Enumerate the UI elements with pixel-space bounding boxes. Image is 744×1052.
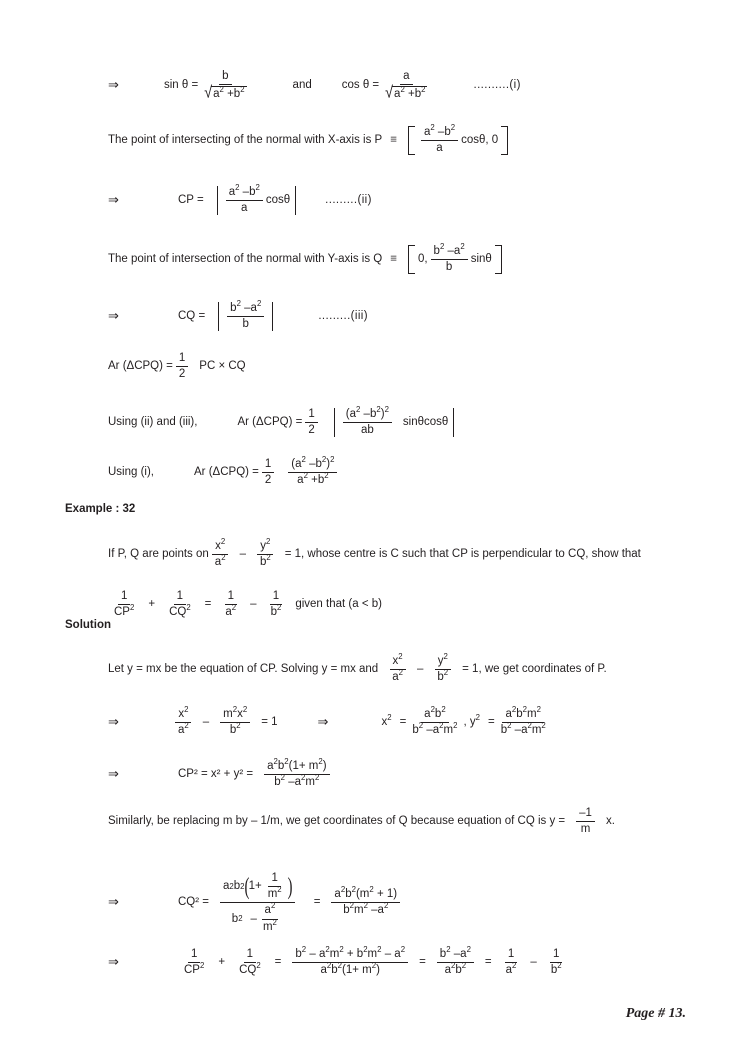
p-tail: cosθ, 0 <box>461 134 499 147</box>
cos-label: cos θ = <box>341 79 380 92</box>
fraction-one-m2 <box>265 872 285 901</box>
fraction-p <box>421 123 458 155</box>
fraction-1-cp2 <box>181 948 207 977</box>
plus-symbol: + <box>218 956 226 969</box>
numerator: $m^2x^2$ <box>220 708 250 723</box>
fraction-y2-b2 <box>257 537 274 569</box>
bracket-right <box>501 126 508 155</box>
x-squared-label: $x^2$ <box>381 713 392 729</box>
numerator: $a^2b^2(m^2 + 1)$ <box>331 888 400 903</box>
solution-tail: = 1, we get coordinates of P. <box>462 663 607 676</box>
abs-bar-right <box>272 302 273 331</box>
implies-symbol: ⇒ <box>108 894 119 910</box>
numerator: $x^2$ <box>390 655 406 670</box>
solution-heading: Solution <box>65 619 111 631</box>
fraction-y2-b2 <box>434 652 451 684</box>
numerator: 1 <box>244 948 256 963</box>
text-line-point-q <box>108 242 505 274</box>
identity-to-prove-line <box>108 590 382 619</box>
denominator: 2 <box>308 424 315 437</box>
solution-first-line <box>108 652 607 684</box>
equation-line-cp <box>108 183 372 215</box>
bracket-group-q <box>405 242 505 274</box>
minus-symbol: – <box>239 548 246 561</box>
equation-line-cq <box>108 299 368 331</box>
denominator: $a^2$ <box>505 961 517 977</box>
numerator: $a^2b^2m^2$ <box>502 708 543 723</box>
numerator: $a^2b^2$ <box>421 708 449 723</box>
numerator: $b^2$ $-a^2$ <box>227 302 264 317</box>
using-i-label: Using (i), <box>108 466 155 479</box>
denominator: $b^2$ $-a^2m^2$ <box>274 773 320 789</box>
fraction-x2-value <box>409 705 460 737</box>
solution-lead: Let y = mx be the equation of CP. Solving y = mx and <box>108 663 379 676</box>
fraction-cq <box>227 299 264 331</box>
abs-bar-right <box>295 186 296 215</box>
denominator: $b^2$ <box>259 553 271 569</box>
equation-line-using-ii-iii <box>108 405 459 437</box>
minus-symbol: – <box>202 716 210 729</box>
numerator: a 2 b 2 ( 1+ $\frac{1}{m^2}$ ) <box>220 872 295 903</box>
denominator: $m^2$ <box>262 917 277 933</box>
fraction-x2-a2 <box>175 705 192 737</box>
denominator: $b^2m^2$ $-a^2$ <box>343 901 389 917</box>
denominator: $a^2$ <box>392 668 403 684</box>
equation-line-sin-cos <box>108 70 521 101</box>
fraction-half <box>262 458 274 487</box>
numerator: 1 <box>118 590 130 605</box>
cp-label: CP = <box>178 194 204 207</box>
numerator: ($a^2$ $-b^2)^2$ <box>288 458 337 473</box>
equals-symbol: = <box>313 896 321 909</box>
numerator: b <box>219 70 231 85</box>
fraction-final-area <box>288 455 337 487</box>
fraction-x2-a2 <box>212 537 229 569</box>
denominator: $CP^2$ <box>114 603 135 619</box>
fraction-1-a2 <box>503 948 520 977</box>
equals-symbol: = <box>274 956 282 969</box>
fraction-sin <box>201 70 249 101</box>
equation-line-substitution <box>108 705 552 737</box>
implies-symbol: ⇒ <box>108 954 119 970</box>
using-ii-iii-label: Using (ii) and (iii), <box>108 416 198 429</box>
fraction-1-b2 <box>268 590 285 619</box>
similarly-line <box>108 807 615 836</box>
fraction-y2-value <box>498 705 549 737</box>
fraction-cq-squared-nested <box>220 872 295 934</box>
numerator: $x^2$ <box>175 708 191 723</box>
denominator: $b^2$ <box>229 721 241 737</box>
equals-symbol: = <box>487 716 495 729</box>
numerator: $y^2$ <box>257 540 273 555</box>
equation-ref-iii: .........(iii) <box>318 310 368 323</box>
fraction-half <box>176 352 188 381</box>
numerator: $a^2b^2(1+ m^2)$ <box>264 760 329 775</box>
equiv-symbol: ≡ <box>390 134 397 147</box>
numerator: $a^2$ $-b^2$ <box>226 186 263 201</box>
equals-symbol: = <box>484 956 492 969</box>
numerator: 1 <box>176 352 188 367</box>
numerator: a <box>400 70 412 85</box>
radical-icon: √ <box>204 83 213 103</box>
denominator: $b^2$ <box>550 961 562 977</box>
fraction-x2-a2 <box>389 652 406 684</box>
fraction-1-cp2 <box>111 590 137 619</box>
cos-term: cosθ <box>265 194 291 207</box>
denominator: $b^2$ <box>437 668 449 684</box>
equation-line-using-i <box>108 455 340 487</box>
numerator: 1 <box>270 590 282 605</box>
and-connector: and <box>292 79 312 92</box>
problem-statement-line <box>108 537 641 569</box>
abs-bar-right <box>453 408 454 437</box>
abs-group-area <box>329 405 460 437</box>
implies-symbol: ⇒ <box>108 766 119 782</box>
sin-label: sin θ = <box>164 79 199 92</box>
fraction-q <box>431 242 468 274</box>
bracket-group-p <box>405 123 511 155</box>
fraction-cq-squared-simplified <box>331 885 400 917</box>
area-label: Ar (ΔCPQ) = <box>194 466 259 479</box>
fraction-1-b2 <box>548 948 565 977</box>
cq-label: CQ = <box>178 310 206 323</box>
similarly-tail: x. <box>605 815 615 828</box>
fraction-cp <box>226 183 263 215</box>
denominator: $CQ^2$ <box>169 603 191 619</box>
equation-line-area <box>108 352 246 381</box>
denominator: $m^2$ <box>267 885 282 901</box>
area-product: PC × CQ <box>199 360 246 373</box>
problem-tail: = 1, whose centre is C such that CP is perpendicular to CQ, show that <box>284 548 641 561</box>
denominator: $CQ^2$ <box>239 961 261 977</box>
abs-bar-left <box>217 186 218 215</box>
fraction-area-expr <box>343 405 392 437</box>
radical-icon: √ <box>385 83 394 103</box>
denominator: 2 <box>178 368 186 381</box>
y-squared-label: , $y^2$ <box>463 713 480 729</box>
paren-left: ( <box>244 873 250 901</box>
denominator: b <box>242 318 249 331</box>
fraction-half <box>305 408 317 437</box>
numerator: $y^2$ <box>435 655 451 670</box>
minus-symbol: – <box>530 956 537 969</box>
equals-symbol: = <box>399 716 407 729</box>
area-label: Ar (ΔCPQ) = <box>108 360 173 373</box>
cq-squared-label: CQ² = <box>178 896 209 909</box>
equation-ref-i: ..........(i) <box>473 79 521 92</box>
denominator: $a^2b^2$ <box>444 961 467 977</box>
cp-squared-label: CP² = x² + y² = <box>178 768 254 781</box>
numerator: $b^2$ $-a^2$ <box>437 948 474 963</box>
equals-symbol: = <box>204 598 212 611</box>
denominator: m <box>580 823 591 836</box>
numerator: 1 <box>262 458 274 473</box>
denominator: a <box>241 202 248 215</box>
numerator: $b^2$ $-a^2$ <box>431 245 468 260</box>
denominator: 2 <box>264 474 272 487</box>
fraction-reduced <box>437 945 474 977</box>
text-line-point-p <box>108 123 511 155</box>
fraction-1-cq2 <box>236 948 264 977</box>
area-label: Ar (ΔCPQ) = <box>237 416 303 429</box>
numerator: $a^2$ $-b^2$ <box>421 126 458 141</box>
abs-group-cq <box>213 299 278 331</box>
denominator: $b^2$ $-a^2m^2$ <box>412 721 458 737</box>
implies-symbol: ⇒ <box>317 714 329 730</box>
denominator: √ $a^2 +b^2$ <box>385 83 426 103</box>
fraction-1-a2 <box>222 590 239 619</box>
page-footer: Page # 13. <box>625 1006 686 1021</box>
equation-ref-ii: .........(ii) <box>325 194 372 207</box>
abs-group-cp <box>212 183 301 215</box>
problem-lead: If P, Q are points on <box>108 548 209 561</box>
given-condition: given that (a < b) <box>295 598 382 611</box>
denominator: b 2 – $\frac{a^2}{m^2}$ <box>229 903 286 933</box>
denominator: a <box>436 142 443 155</box>
equation-line-final-result <box>108 945 568 977</box>
numerator: 1 <box>305 408 317 423</box>
numerator: 1 <box>225 590 237 605</box>
denominator: √ $a^2 +b^2$ <box>204 83 245 103</box>
fraction-cos <box>382 70 430 101</box>
denominator: $a^2$ <box>178 721 189 737</box>
normal-y-axis-text: The point of intersection of the normal with Y-axis is Q <box>108 253 383 266</box>
paren-right: ) <box>287 873 293 901</box>
minus-symbol: – <box>416 663 424 676</box>
denominator: $CP^2$ <box>184 961 205 977</box>
sin-term: sinθ <box>470 253 492 266</box>
denominator: $a^2 +b^2$ <box>297 471 329 487</box>
implies-symbol: ⇒ <box>108 77 119 93</box>
q-lead: 0, <box>417 253 428 266</box>
fraction-1-cq2 <box>166 590 194 619</box>
fraction-cp-squared <box>264 757 329 789</box>
numerator: $b^2 - a^2m^2 + b^2m^2 - a^2$ <box>292 948 408 963</box>
bracket-right <box>495 245 502 274</box>
equation-line-cp-squared <box>108 757 333 789</box>
abs-bar-left <box>334 408 335 437</box>
implies-symbol: ⇒ <box>108 308 119 324</box>
denominator: $a^2$ <box>214 553 226 569</box>
numerator: $x^2$ <box>212 540 228 555</box>
denominator: b <box>445 261 453 274</box>
abs-bar-left <box>218 302 219 331</box>
implies-symbol: ⇒ <box>108 714 119 730</box>
bracket-left <box>408 126 415 155</box>
numerator: 1 <box>550 948 562 963</box>
equals-symbol: = <box>419 956 426 969</box>
denominator: ab <box>360 424 374 437</box>
numerator: 1 <box>505 948 517 963</box>
numerator: ($a^2$ $-b^2)^2$ <box>343 408 392 423</box>
fraction-m2x2-b2 <box>220 705 250 737</box>
denominator: $b^2$ $-a^2m^2$ <box>500 721 546 737</box>
plus-symbol: + <box>148 598 156 611</box>
similarly-lead: Similarly, be replacing m by – 1/m, we get coordinates of Q because equation of CQ is y = <box>108 815 566 828</box>
bracket-left <box>408 245 415 274</box>
equiv-symbol: ≡ <box>390 253 397 266</box>
fraction-a2-m2 <box>260 901 280 933</box>
numerator: 1 <box>188 948 200 963</box>
example-heading: Example : 32 <box>65 503 136 515</box>
equals-one: = 1 <box>261 716 278 729</box>
equation-line-cq-squared <box>108 872 403 934</box>
numerator: 1 <box>174 590 186 605</box>
denominator: $a^2$ <box>225 603 237 619</box>
numerator: $a^2$ <box>262 904 279 919</box>
numerator: –1 <box>576 807 595 822</box>
denominator: $a^2b^2(1+ m^2)$ <box>320 961 380 977</box>
implies-symbol: ⇒ <box>108 192 119 208</box>
denominator: $b^2$ <box>270 603 282 619</box>
fraction-combined <box>292 945 408 977</box>
numerator: 1 <box>268 872 280 887</box>
normal-x-axis-text: The point of intersecting of the normal with X-axis is P <box>108 134 383 147</box>
trig-product: sinθcosθ <box>402 416 449 429</box>
fraction-minus-one-m <box>576 807 595 836</box>
minus-symbol: – <box>250 598 257 611</box>
